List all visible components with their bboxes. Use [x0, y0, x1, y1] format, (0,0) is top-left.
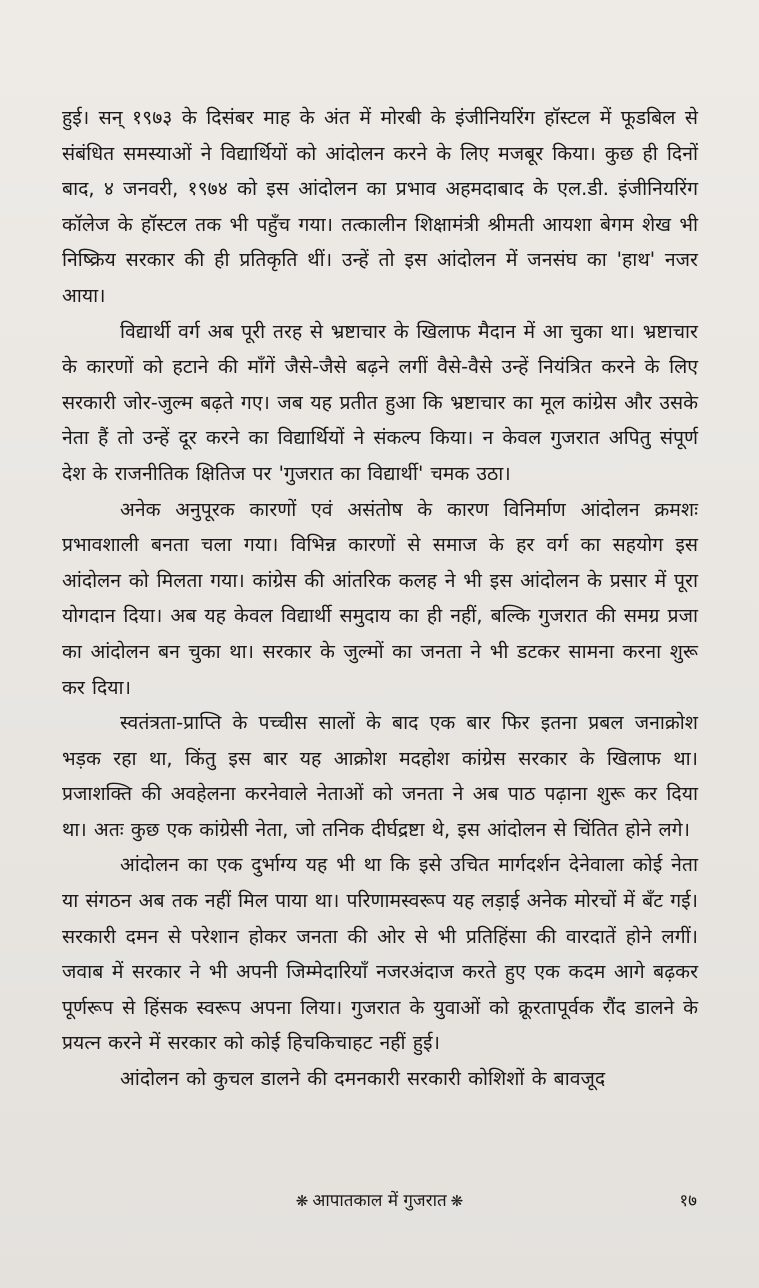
running-title	[0, 1188, 759, 1211]
page-footer	[0, 1188, 759, 1218]
page-number: १७	[679, 1191, 697, 1211]
book-title: आपातकाल में गुजरात	[312, 1191, 447, 1211]
paragraph-4: स्वतंत्रता-प्राप्ति के पच्चीस सालों के बाद एक बार फिर इतना प्रबल जनाक्रोश भड़क रहा था, किंतु इस बार यह आक्रोश मदहोश कांग्रेस सरकार के खिलाफ था। प्रजाशक्ति की अवहेलना करनेवाले नेताओं को जनता ने अब पाठ पढ़ाना शुरू कर दिया था। अतः कुछ एक कांग्रेसी नेता, जो तनिक दीर्घद्रष्टा थे, इस आंदोलन से चिंतित होने लगे।	[62, 711, 698, 841]
paragraph-2: विद्यार्थी वर्ग अब पूरी तरह से भ्रष्टाचार के खिलाफ मैदान में आ चुका था। भ्रष्टाचार के कारणों को हटाने की माँगें जैसे-जैसे बढ़ने लगीं वैसे-वैसे उन्हें नियंत्रित करने के लिए सरकारी जोर-जुल्म बढ़ते गए। जब यह प्रतीत हुआ कि भ्रष्टाचार का मूल कांग्रेस और उसके नेता हैं तो उन्हें दूर करने का विद्यार्थियों ने संकल्प किया। न केवल गुजरात अपितु संपूर्ण देश के राजनीतिक क्षितिज पर 'गुजरात का विद्यार्थी' चमक उठा।	[62, 319, 698, 485]
paragraph-1: हुई। सन् १९७३ के दिसंबर माह के अंत में मोरबी के इंजीनियरिंग हॉस्टल में फूडबिल से संबंधित समस्याओं ने विद्यार्थियों को आंदोलन करने के लिए मजबूर किया। कुछ ही दिनों बाद, ४ जनवरी, १९७४ को इस आंदोलन का प्रभाव अहमदाबाद के एल.डी. इंजीनियरिंग कॉलेज के हॉस्टल तक भी पहुँच गया। तत्कालीन शिक्षामंत्री श्रीमती आयशा बेगम शेख भी निष्क्रिय सरकार की ही प्रतिकृति थीं। उन्हें तो इस आंदोलन में जनसंघ का 'हाथ' नजर आया।	[62, 106, 698, 307]
paragraph-5: आंदोलन का एक दुर्भाग्य यह भी था कि इसे उचित मार्गदर्शन देनेवाला कोई नेता या संगठन अब तक नहीं मिल पाया था। परिणामस्वरूप यह लड़ाई अनेक मोरचों में बँट गई। सरकारी दमन से परेशान होकर जनता की ओर से भी प्रतिहिंसा की वारदातें होने लगीं। जवाब में सरकार ने भी अपनी जिम्मेदारियाँ नजरअंदाज करते हुए एक कदम आगे बढ़कर पूर्णरूप से हिंसक स्वरूप अपना लिया। गुजरात के युवाओं को क्रूरतापूर्वक रौंद डालने के प्रयत्न करने में सरकार को कोई हिचकिचाहट नहीं हुई।	[62, 853, 698, 1055]
paragraph-3: अनेक अनुपूरक कारणों एवं असंतोष के कारण विनिर्माण आंदोलन क्रमशः प्रभावशाली बनता चला गया। विभिन्न कारणों से समाज के हर वर्ग का सहयोग इस आंदोलन को मिलता गया। कांग्रेस की आंतरिक कलह ने भी इस आंदोलन के प्रसार में पूरा योगदान दिया। अब यह केवल विद्यार्थी समुदाय का ही नहीं, बल्कि गुजरात की समग्र प्रजा का आंदोलन बन चुका था। सरकार के जुल्मों का जनता ने भी डटकर सामना करना शुरू कर दिया।	[62, 497, 698, 699]
star-ornament-icon: ❋	[295, 1192, 309, 1210]
paragraph-6: आंदोलन को कुचल डालने की दमनकारी सरकारी कोशिशों के बावजूद	[120, 1067, 606, 1091]
star-ornament-icon: ❋	[450, 1192, 464, 1210]
body-text	[62, 100, 698, 1097]
